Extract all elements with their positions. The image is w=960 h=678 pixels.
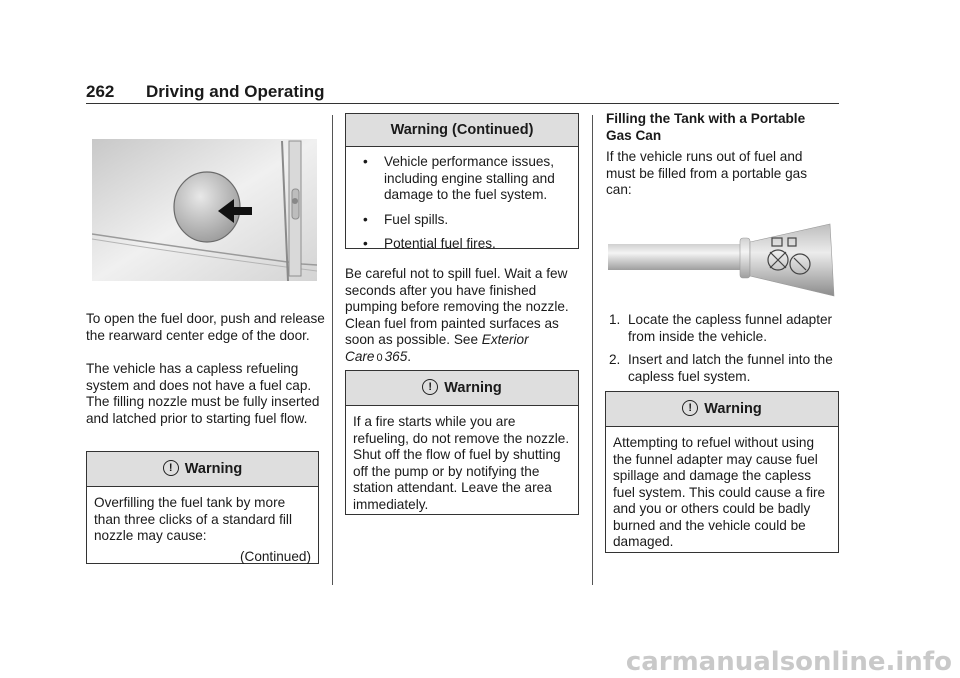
watermark: carmanualsonline.info xyxy=(625,647,952,677)
overfill-warning-box xyxy=(86,451,319,564)
bullet-item: • Vehicle performance issues, including engine stalling and damage to the fuel system. xyxy=(363,154,555,202)
warning-text: If a fire starts while you are refueling, do not remove the nozzle. Shut off the flow of fuel by shutting off the pump or by notifying the station attendant. Leave the area immediately. xyxy=(353,414,570,512)
column-divider-1 xyxy=(332,115,333,585)
bullet-item: • Potential fuel fires. xyxy=(363,236,496,251)
section-title: Driving and Operating xyxy=(146,82,325,101)
warning-header xyxy=(87,452,318,487)
page-header xyxy=(86,82,839,104)
funnel-adapter-illustration xyxy=(608,222,836,302)
step-text: Insert and latch the funnel into the capless fuel system. xyxy=(628,352,833,384)
warning-bullet-list xyxy=(353,154,571,253)
warning-circle-icon: ! xyxy=(422,379,438,395)
exterior-care-link[interactable]: Exterior Care xyxy=(345,332,529,364)
warning-header xyxy=(606,392,838,427)
fire-warning-box xyxy=(345,370,579,515)
page-number: 262 xyxy=(86,82,115,101)
warning-circle-icon: ! xyxy=(163,460,179,476)
warning-header xyxy=(346,371,578,406)
portable-gas-can-heading: Filling the Tank with a Portable Gas Can xyxy=(606,111,806,143)
warning-text: Overfilling the fuel tank by more than three clicks of a standard fill nozzle may cause: xyxy=(94,495,292,543)
bullet-dot: • xyxy=(363,211,368,227)
warning-text: Attempting to refuel without using the funnel adapter may cause fuel spillage and damage the capless fuel system. This could cause a fire and you or others could be badly burned and the vehicle could be damaged. xyxy=(613,435,826,549)
header-rule xyxy=(86,103,839,104)
bullet-item: • Fuel spills. xyxy=(363,211,449,227)
page-ref-icon: 0 xyxy=(376,351,383,364)
bullet-dot: • xyxy=(363,154,368,169)
step-number: 2. xyxy=(609,352,621,367)
funnel-steps-list xyxy=(607,312,839,392)
continued-warning-header xyxy=(346,114,578,147)
step-item xyxy=(607,352,839,385)
spill-caution-paragraph: Be careful not to spill fuel. Wait a few seconds after you have finished pumping before removing the nozzle. Clean fuel from painted surfaces as soon as possible. See Exterior Care 0 365. xyxy=(345,266,569,364)
continued-warning-box xyxy=(345,113,579,249)
warning-title: Warning xyxy=(444,380,502,396)
fuel-door-illustration xyxy=(92,139,317,281)
step-item xyxy=(607,312,839,345)
step-text: Locate the capless funnel adapter from inside the vehicle. xyxy=(628,312,833,344)
continued-note: (Continued) xyxy=(239,548,311,564)
funnel-warning-box xyxy=(605,391,839,553)
page-reference[interactable]: 365 xyxy=(384,348,408,364)
step-number: 1. xyxy=(609,312,621,327)
warning-title: Warning xyxy=(704,401,762,417)
warning-circle-icon: ! xyxy=(682,400,698,416)
bullet-dot: • xyxy=(363,236,368,251)
gas-can-intro-paragraph: If the vehicle runs out of fuel and must be filled from a portable gas can: xyxy=(606,149,807,197)
fuel-door-paragraph: To open the fuel door, push and release the rearward center edge of the door. xyxy=(86,311,325,343)
column-divider-2 xyxy=(592,115,593,585)
continued-warning-title: Warning (Continued) xyxy=(390,122,534,138)
warning-title: Warning xyxy=(184,461,243,477)
capless-system-paragraph: The vehicle has a capless refueling system and does not have a fuel cap. The filling nozzle must be fully inserted and latched prior to starting fuel flow. xyxy=(86,361,320,426)
